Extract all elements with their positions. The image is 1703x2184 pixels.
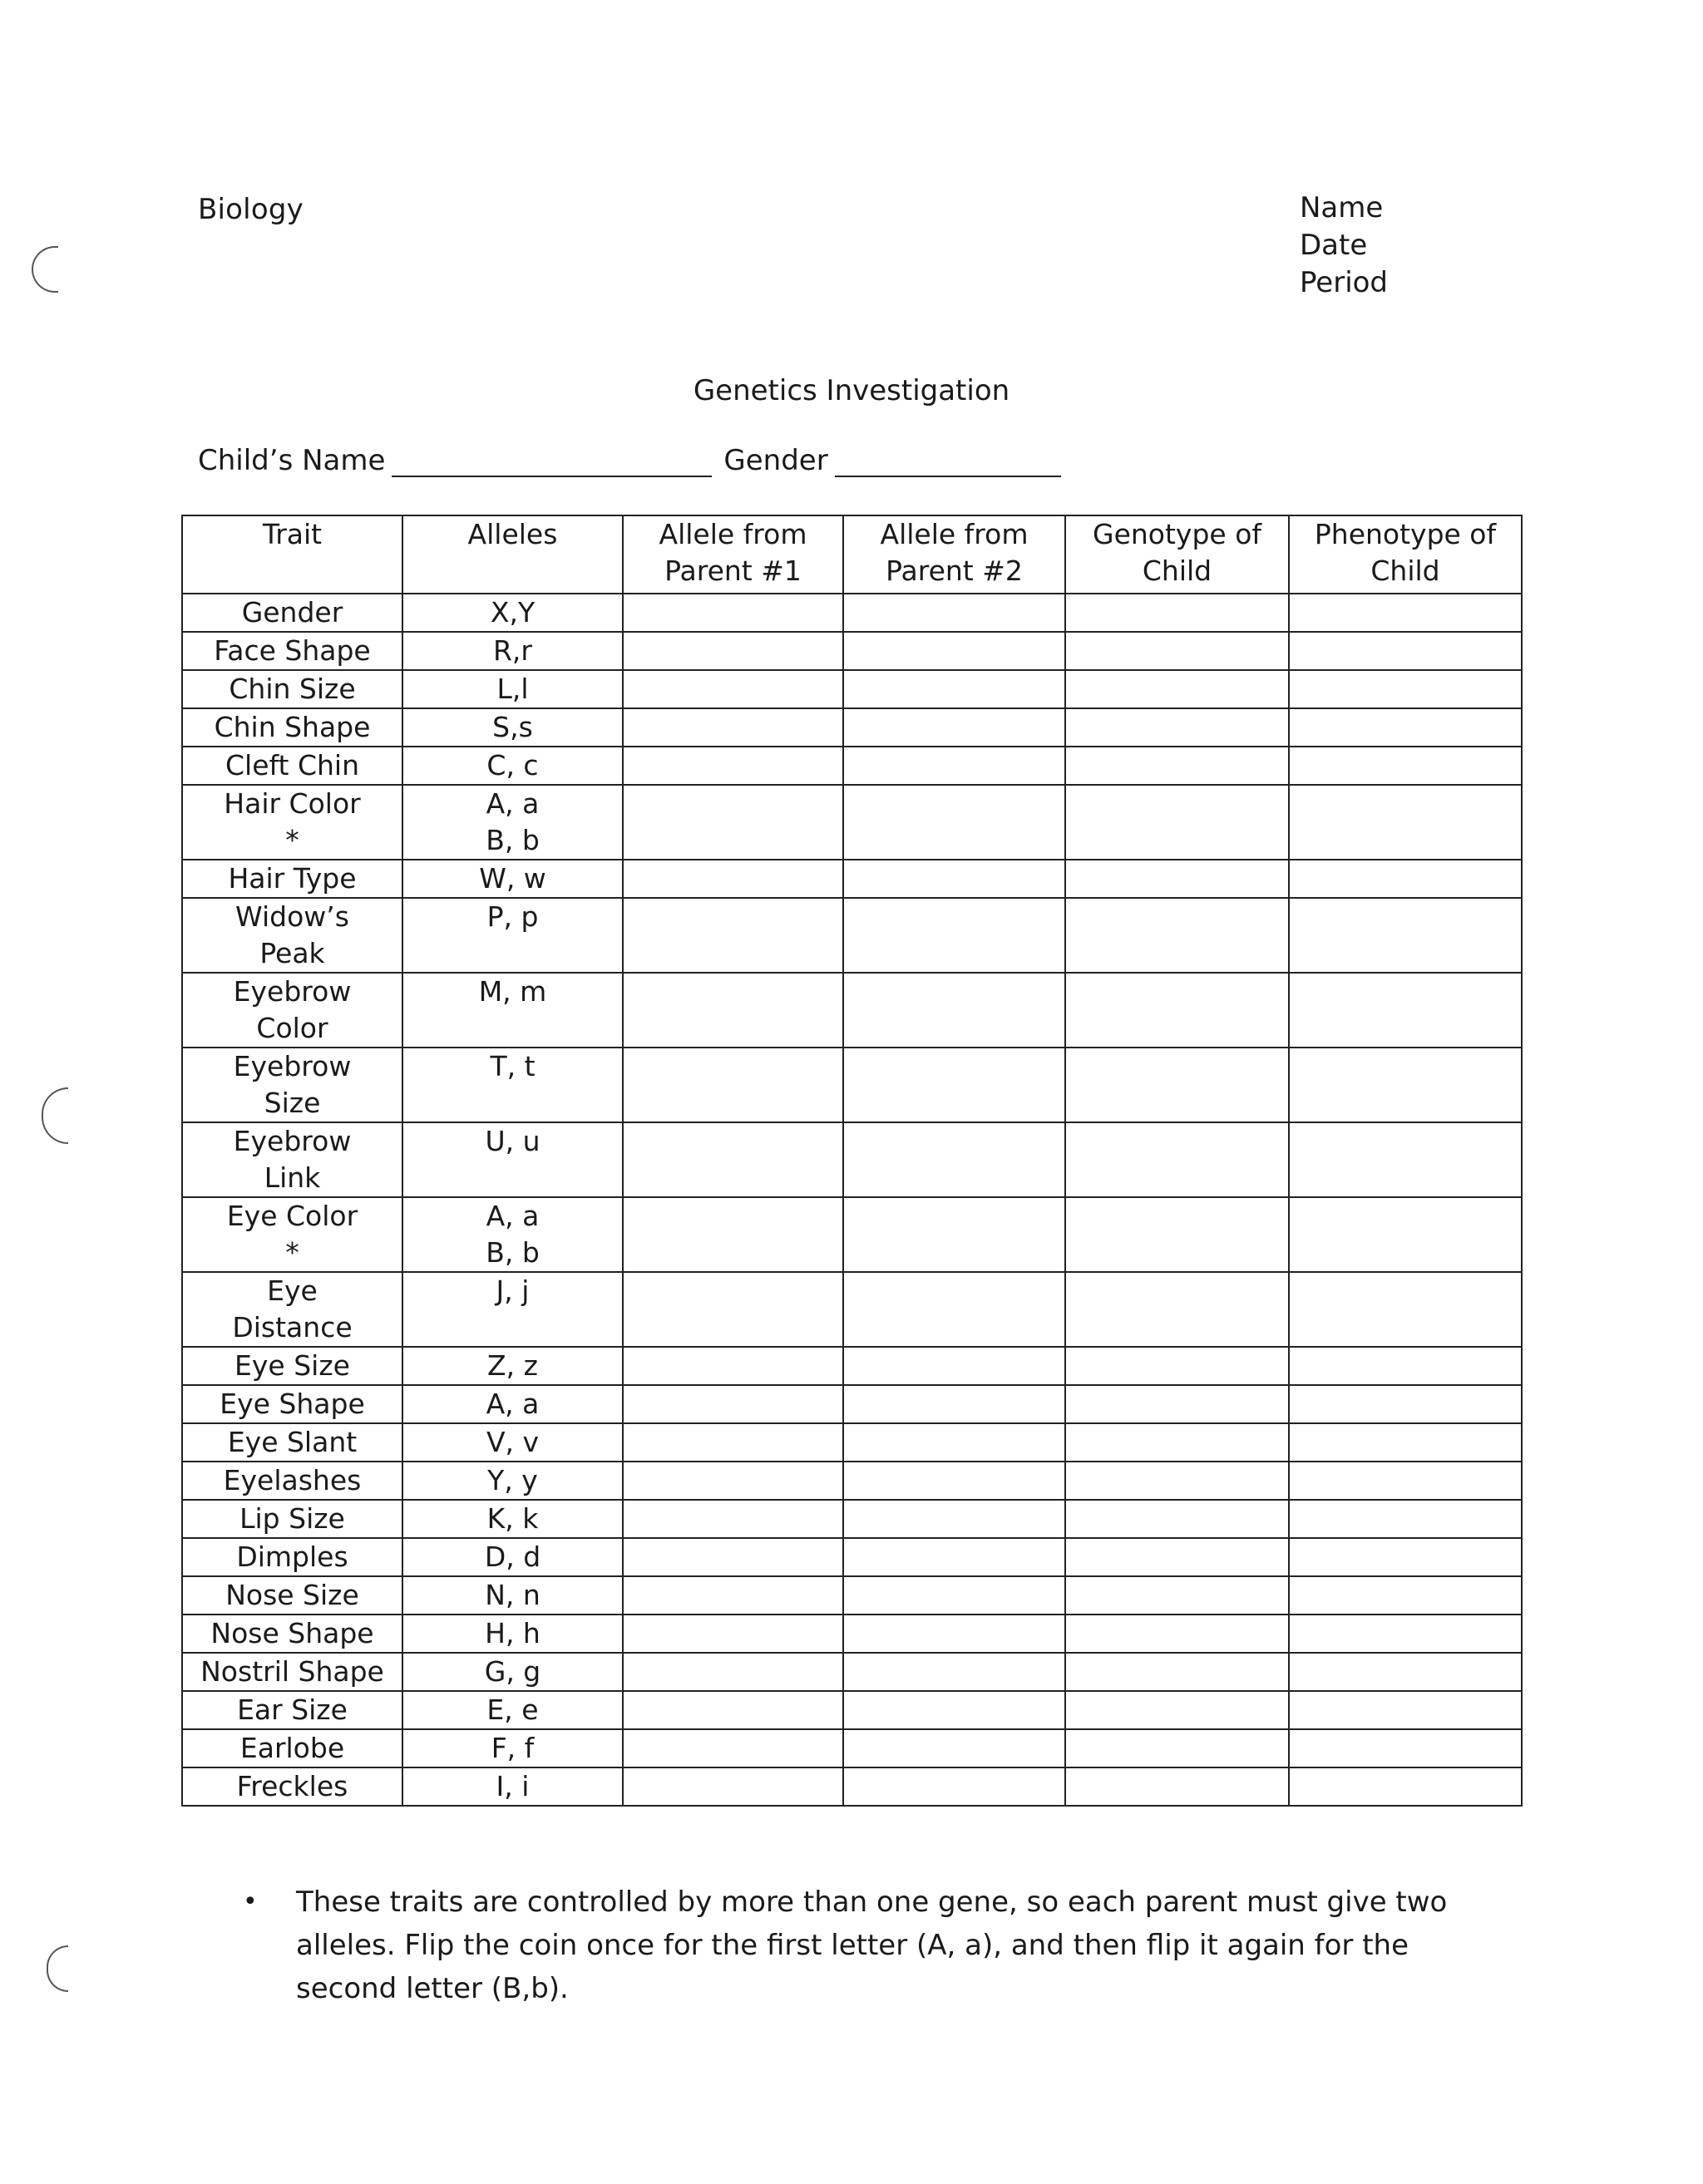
parent1-allele-cell[interactable] bbox=[623, 594, 843, 632]
table-row bbox=[182, 1272, 1522, 1347]
parent2-allele-cell[interactable] bbox=[843, 594, 1065, 632]
table-row bbox=[182, 860, 1522, 898]
alleles-cell: S,s bbox=[402, 708, 623, 747]
parent1-allele-cell[interactable] bbox=[623, 1653, 843, 1691]
parent1-allele-cell[interactable] bbox=[623, 708, 843, 747]
trait-cell: Eye Size bbox=[182, 1347, 402, 1385]
table-row bbox=[182, 1653, 1522, 1691]
parent1-allele-cell[interactable] bbox=[623, 1272, 843, 1347]
subject-label: Biology bbox=[198, 193, 304, 226]
table-row bbox=[182, 973, 1522, 1048]
trait-cell: Nose Size bbox=[182, 1576, 402, 1615]
parent1-allele-cell[interactable] bbox=[623, 1691, 843, 1729]
parent2-allele-cell[interactable] bbox=[843, 1729, 1065, 1767]
table-row bbox=[182, 898, 1522, 973]
phenotype-cell[interactable] bbox=[1289, 1653, 1522, 1691]
phenotype-cell[interactable] bbox=[1289, 1576, 1522, 1615]
parent1-allele-cell[interactable] bbox=[623, 1729, 843, 1767]
phenotype-cell[interactable] bbox=[1289, 708, 1522, 747]
trait-cell: Chin Size bbox=[182, 670, 402, 708]
genotype-cell[interactable] bbox=[1065, 1423, 1289, 1462]
trait-cell: Gender bbox=[182, 594, 402, 632]
phenotype-cell[interactable] bbox=[1289, 747, 1522, 785]
table-row bbox=[182, 1729, 1522, 1767]
phenotype-cell[interactable] bbox=[1289, 898, 1522, 973]
hole-punch-mark bbox=[47, 1945, 68, 1992]
alleles-cell: X,Y bbox=[402, 594, 623, 632]
alleles-cell: G, g bbox=[402, 1653, 623, 1691]
parent2-allele-cell[interactable] bbox=[843, 785, 1065, 860]
parent1-allele-cell[interactable] bbox=[623, 860, 843, 898]
table-row bbox=[182, 1500, 1522, 1538]
genetics-table bbox=[181, 515, 1523, 1807]
genotype-cell[interactable] bbox=[1065, 1272, 1289, 1347]
parent1-allele-cell[interactable] bbox=[623, 670, 843, 708]
alleles-cell: V, v bbox=[402, 1423, 623, 1462]
period-label: Period bbox=[1300, 266, 1389, 299]
parent1-allele-cell[interactable] bbox=[623, 1423, 843, 1462]
alleles-cell: Z, z bbox=[402, 1347, 623, 1385]
phenotype-cell[interactable] bbox=[1289, 670, 1522, 708]
genotype-cell[interactable] bbox=[1065, 594, 1289, 632]
alleles-cell: H, h bbox=[402, 1615, 623, 1653]
parent1-allele-cell[interactable] bbox=[623, 1615, 843, 1653]
alleles-cell: N, n bbox=[402, 1576, 623, 1615]
gender-label: Gender bbox=[723, 444, 828, 477]
child-info-fields bbox=[198, 444, 1061, 477]
phenotype-cell[interactable] bbox=[1289, 1729, 1522, 1767]
phenotype-cell[interactable] bbox=[1289, 1691, 1522, 1729]
parent2-allele-cell[interactable] bbox=[843, 1500, 1065, 1538]
parent1-allele-cell[interactable] bbox=[623, 1385, 843, 1423]
parent2-allele-cell[interactable] bbox=[843, 973, 1065, 1048]
parent2-allele-cell[interactable] bbox=[843, 1048, 1065, 1122]
table-row bbox=[182, 1122, 1522, 1197]
genotype-cell[interactable] bbox=[1065, 1653, 1289, 1691]
parent2-allele-cell[interactable] bbox=[843, 1691, 1065, 1729]
genotype-cell[interactable] bbox=[1065, 747, 1289, 785]
genotype-cell[interactable] bbox=[1065, 1576, 1289, 1615]
table-row bbox=[182, 708, 1522, 747]
table-row bbox=[182, 670, 1522, 708]
parent2-allele-cell[interactable] bbox=[843, 1653, 1065, 1691]
genotype-cell[interactable] bbox=[1065, 1122, 1289, 1197]
alleles-cell: T, t bbox=[402, 1048, 623, 1122]
trait-cell: Nose Shape bbox=[182, 1615, 402, 1653]
gender-blank[interactable] bbox=[835, 446, 1061, 477]
trait-cell: Eye Distance bbox=[182, 1272, 402, 1347]
genotype-cell[interactable] bbox=[1065, 898, 1289, 973]
genotype-cell[interactable] bbox=[1065, 1347, 1289, 1385]
parent2-allele-cell[interactable] bbox=[843, 632, 1065, 670]
alleles-cell: I, i bbox=[402, 1767, 623, 1806]
trait-cell: Eye Color * bbox=[182, 1197, 402, 1272]
page-title: Genetics Investigation bbox=[693, 374, 1010, 407]
parent2-allele-cell[interactable] bbox=[843, 1462, 1065, 1500]
alleles-cell: J, j bbox=[402, 1272, 623, 1347]
table-row bbox=[182, 1767, 1522, 1806]
table-row bbox=[182, 632, 1522, 670]
phenotype-cell[interactable] bbox=[1289, 785, 1522, 860]
genotype-cell[interactable] bbox=[1065, 1729, 1289, 1767]
table-row bbox=[182, 1615, 1522, 1653]
alleles-cell: A, a bbox=[402, 1385, 623, 1423]
trait-cell: Hair Type bbox=[182, 860, 402, 898]
table-row bbox=[182, 1576, 1522, 1615]
phenotype-cell[interactable] bbox=[1289, 1347, 1522, 1385]
parent1-allele-cell[interactable] bbox=[623, 1500, 843, 1538]
alleles-cell: R,r bbox=[402, 632, 623, 670]
genotype-cell[interactable] bbox=[1065, 1538, 1289, 1576]
name-label: Name bbox=[1300, 191, 1384, 224]
alleles-cell: D, d bbox=[402, 1538, 623, 1576]
column-header: Trait bbox=[182, 515, 402, 594]
trait-cell: Nostril Shape bbox=[182, 1653, 402, 1691]
parent2-allele-cell[interactable] bbox=[843, 1615, 1065, 1653]
alleles-cell: Y, y bbox=[402, 1462, 623, 1500]
parent2-allele-cell[interactable] bbox=[843, 1197, 1065, 1272]
parent2-allele-cell[interactable] bbox=[843, 1423, 1065, 1462]
table-row bbox=[182, 747, 1522, 785]
table-row bbox=[182, 1691, 1522, 1729]
alleles-cell: C, c bbox=[402, 747, 623, 785]
genotype-cell[interactable] bbox=[1065, 632, 1289, 670]
parent1-allele-cell[interactable] bbox=[623, 747, 843, 785]
column-header: Genotype of Child bbox=[1065, 515, 1289, 594]
trait-cell: Dimples bbox=[182, 1538, 402, 1576]
genotype-cell[interactable] bbox=[1065, 1197, 1289, 1272]
parent1-allele-cell[interactable] bbox=[623, 1538, 843, 1576]
parent2-allele-cell[interactable] bbox=[843, 1347, 1065, 1385]
trait-cell: Widow’s Peak bbox=[182, 898, 402, 973]
trait-cell: Eyelashes bbox=[182, 1462, 402, 1500]
alleles-cell: M, m bbox=[402, 973, 623, 1048]
phenotype-cell[interactable] bbox=[1289, 1272, 1522, 1347]
alleles-cell: E, e bbox=[402, 1691, 623, 1729]
trait-cell: Ear Size bbox=[182, 1691, 402, 1729]
genotype-cell[interactable] bbox=[1065, 1767, 1289, 1806]
child-name-label: Child’s Name bbox=[198, 444, 386, 477]
phenotype-cell[interactable] bbox=[1289, 1615, 1522, 1653]
phenotype-cell[interactable] bbox=[1289, 860, 1522, 898]
parent1-allele-cell[interactable] bbox=[623, 1197, 843, 1272]
phenotype-cell[interactable] bbox=[1289, 1767, 1522, 1806]
parent1-allele-cell[interactable] bbox=[623, 1347, 843, 1385]
alleles-cell: W, w bbox=[402, 860, 623, 898]
genotype-cell[interactable] bbox=[1065, 1385, 1289, 1423]
phenotype-cell[interactable] bbox=[1289, 1048, 1522, 1122]
alleles-cell: F, f bbox=[402, 1729, 623, 1767]
phenotype-cell[interactable] bbox=[1289, 1197, 1522, 1272]
parent2-allele-cell[interactable] bbox=[843, 670, 1065, 708]
parent1-allele-cell[interactable] bbox=[623, 973, 843, 1048]
child-name-blank[interactable] bbox=[392, 446, 712, 477]
table-row bbox=[182, 1347, 1522, 1385]
trait-cell: Hair Color * bbox=[182, 785, 402, 860]
parent1-allele-cell[interactable] bbox=[623, 1122, 843, 1197]
column-header: Phenotype of Child bbox=[1289, 515, 1522, 594]
trait-cell: Eyebrow Color bbox=[182, 973, 402, 1048]
table-row bbox=[182, 1538, 1522, 1576]
genotype-cell[interactable] bbox=[1065, 708, 1289, 747]
genotype-cell[interactable] bbox=[1065, 860, 1289, 898]
table-row bbox=[182, 1385, 1522, 1423]
phenotype-cell[interactable] bbox=[1289, 1538, 1522, 1576]
genotype-cell[interactable] bbox=[1065, 973, 1289, 1048]
alleles-cell: U, u bbox=[402, 1122, 623, 1197]
column-header: Allele from Parent #1 bbox=[623, 515, 843, 594]
parent2-allele-cell[interactable] bbox=[843, 708, 1065, 747]
phenotype-cell[interactable] bbox=[1289, 1122, 1522, 1197]
parent2-allele-cell[interactable] bbox=[843, 860, 1065, 898]
parent1-allele-cell[interactable] bbox=[623, 1576, 843, 1615]
table-row bbox=[182, 1423, 1522, 1462]
trait-cell: Eye Shape bbox=[182, 1385, 402, 1423]
parent1-allele-cell[interactable] bbox=[623, 898, 843, 973]
bullet-icon: • bbox=[243, 1887, 258, 1916]
date-label: Date bbox=[1300, 229, 1368, 262]
genotype-cell[interactable] bbox=[1065, 785, 1289, 860]
table-header-row bbox=[182, 515, 1522, 594]
footnote-text: These traits are controlled by more than one gene, so each parent must give two alleles. Flip the coin once for the first letter (A, a), and then flip it again for the second letter (B,b). bbox=[296, 1886, 1448, 2005]
alleles-cell: P, p bbox=[402, 898, 623, 973]
genotype-cell[interactable] bbox=[1065, 1500, 1289, 1538]
table-row bbox=[182, 1462, 1522, 1500]
alleles-cell: A, a B, b bbox=[402, 1197, 623, 1272]
table-row bbox=[182, 1197, 1522, 1272]
parent1-allele-cell[interactable] bbox=[623, 1462, 843, 1500]
genotype-cell[interactable] bbox=[1065, 1048, 1289, 1122]
trait-cell: Face Shape bbox=[182, 632, 402, 670]
trait-cell: Eye Slant bbox=[182, 1423, 402, 1462]
genotype-cell[interactable] bbox=[1065, 1462, 1289, 1500]
parent1-allele-cell[interactable] bbox=[623, 1048, 843, 1122]
phenotype-cell[interactable] bbox=[1289, 632, 1522, 670]
genotype-cell[interactable] bbox=[1065, 670, 1289, 708]
parent2-allele-cell[interactable] bbox=[843, 747, 1065, 785]
parent2-allele-cell[interactable] bbox=[843, 1122, 1065, 1197]
trait-cell: Freckles bbox=[182, 1767, 402, 1806]
hole-punch-mark bbox=[42, 1087, 68, 1144]
phenotype-cell[interactable] bbox=[1289, 1423, 1522, 1462]
parent1-allele-cell[interactable] bbox=[623, 785, 843, 860]
alleles-cell: K, k bbox=[402, 1500, 623, 1538]
parent1-allele-cell[interactable] bbox=[623, 632, 843, 670]
parent2-allele-cell[interactable] bbox=[843, 1272, 1065, 1347]
parent1-allele-cell[interactable] bbox=[623, 1767, 843, 1806]
parent2-allele-cell[interactable] bbox=[843, 1767, 1065, 1806]
parent2-allele-cell[interactable] bbox=[843, 1576, 1065, 1615]
genotype-cell[interactable] bbox=[1065, 1615, 1289, 1653]
phenotype-cell[interactable] bbox=[1289, 1385, 1522, 1423]
trait-cell: Lip Size bbox=[182, 1500, 402, 1538]
phenotype-cell[interactable] bbox=[1289, 594, 1522, 632]
parent2-allele-cell[interactable] bbox=[843, 1385, 1065, 1423]
table-row bbox=[182, 1048, 1522, 1122]
alleles-cell: A, a B, b bbox=[402, 785, 623, 860]
trait-cell: Eyebrow Size bbox=[182, 1048, 402, 1122]
student-info-block bbox=[1300, 190, 1388, 302]
trait-cell: Eyebrow Link bbox=[182, 1122, 402, 1197]
column-header: Allele from Parent #2 bbox=[843, 515, 1065, 594]
trait-cell: Chin Shape bbox=[182, 708, 402, 747]
alleles-cell: L,l bbox=[402, 670, 623, 708]
parent2-allele-cell[interactable] bbox=[843, 1538, 1065, 1576]
trait-cell: Earlobe bbox=[182, 1729, 402, 1767]
table-row bbox=[182, 594, 1522, 632]
trait-cell: Cleft Chin bbox=[182, 747, 402, 785]
phenotype-cell[interactable] bbox=[1289, 973, 1522, 1048]
parent2-allele-cell[interactable] bbox=[843, 898, 1065, 973]
phenotype-cell[interactable] bbox=[1289, 1500, 1522, 1538]
footnote bbox=[243, 1881, 1507, 2010]
column-header: Alleles bbox=[402, 515, 623, 594]
hole-punch-mark bbox=[32, 246, 58, 293]
table-row bbox=[182, 785, 1522, 860]
genotype-cell[interactable] bbox=[1065, 1691, 1289, 1729]
phenotype-cell[interactable] bbox=[1289, 1462, 1522, 1500]
table-body bbox=[182, 594, 1522, 1806]
